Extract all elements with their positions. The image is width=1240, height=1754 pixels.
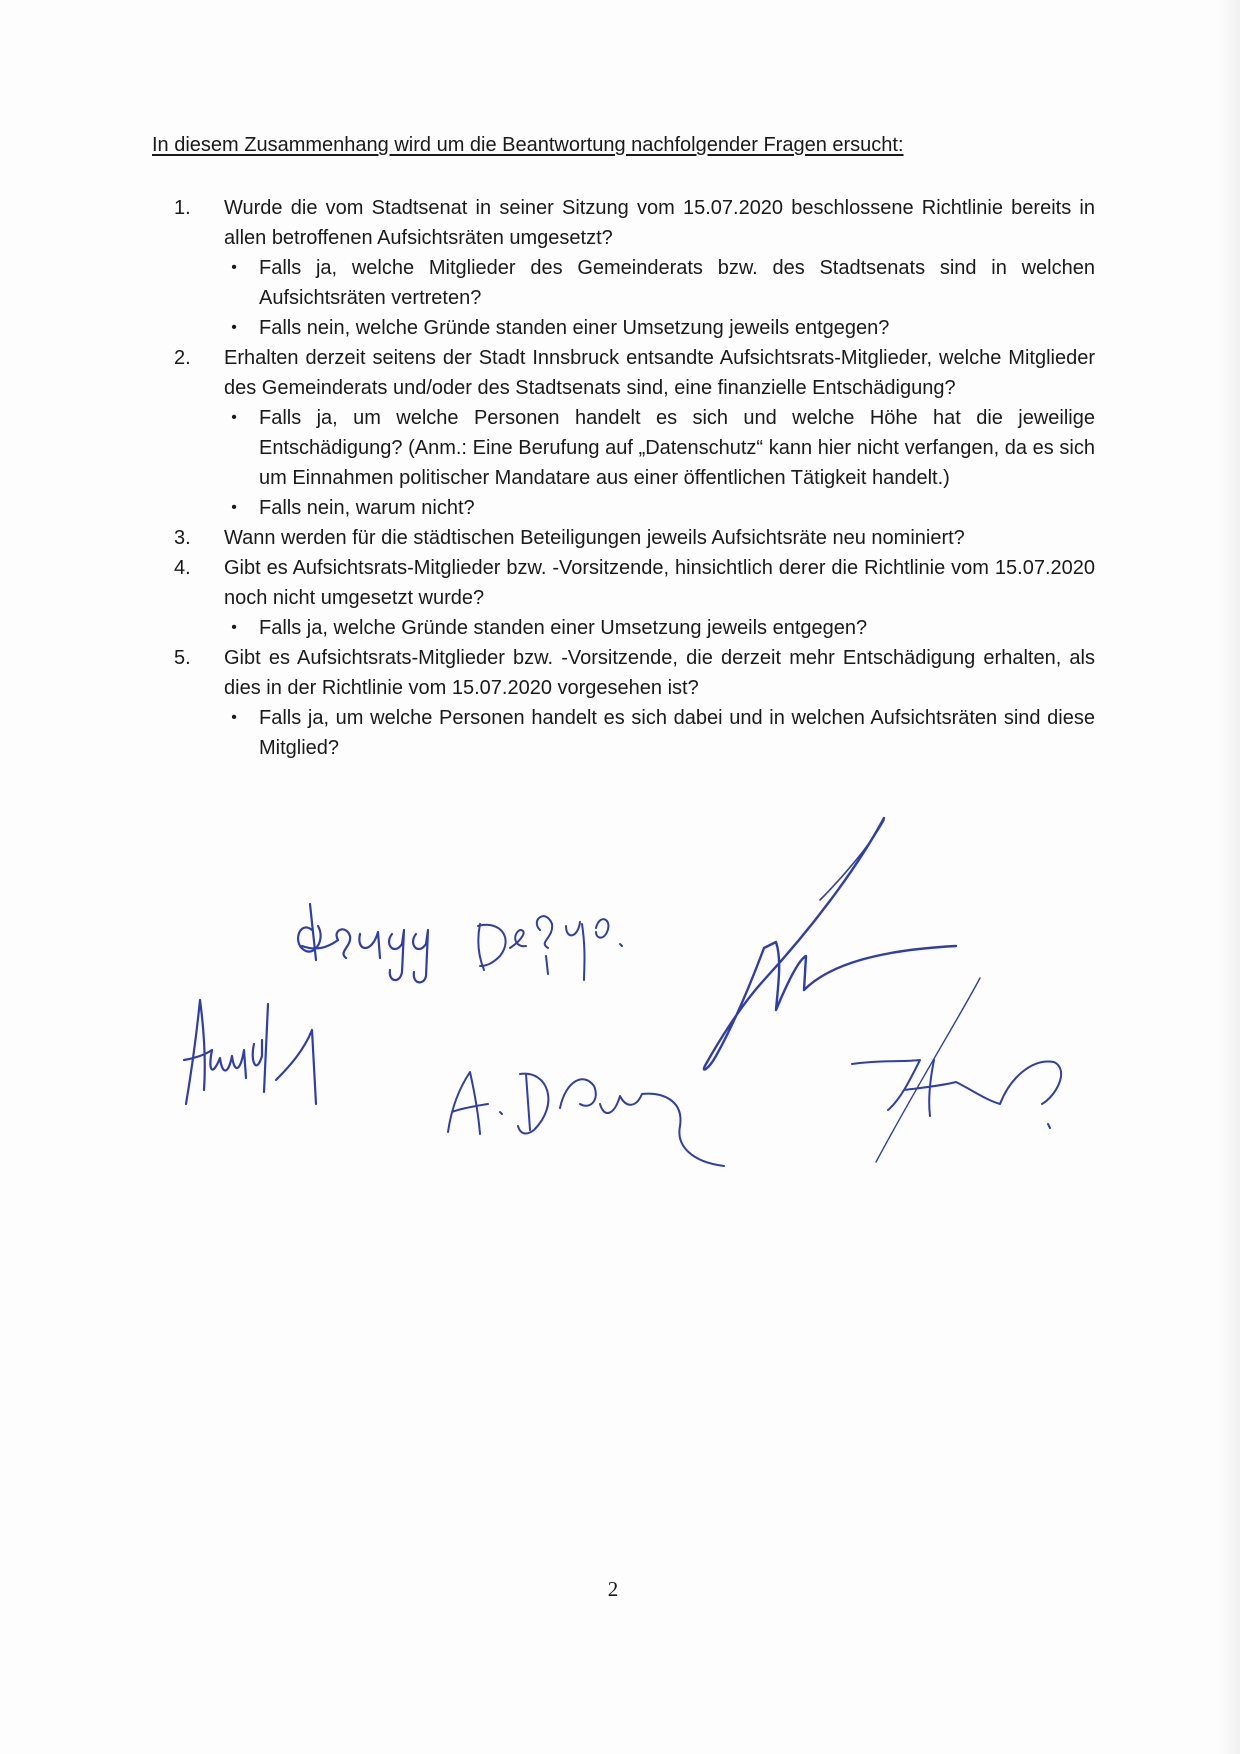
- question-item: [160, 523, 1095, 553]
- sub-question-item: [224, 703, 1095, 763]
- question-number: 2.: [174, 347, 191, 369]
- sub-question-item: [224, 313, 1095, 343]
- signature-6: [852, 1060, 1061, 1128]
- sub-question-list: [224, 703, 1095, 763]
- question-number: 4.: [174, 557, 191, 579]
- bullet-icon: •: [231, 319, 237, 336]
- sub-question-item: [224, 493, 1095, 523]
- question-item: [160, 553, 1095, 643]
- question-item: [160, 193, 1095, 343]
- signature-2: [478, 916, 622, 980]
- intro-heading: In diesem Zusammenhang wird um die Beantwortung nachfolgender Fragen ersucht:: [152, 134, 904, 156]
- question-number: 1.: [174, 197, 191, 219]
- bullet-icon: •: [231, 709, 237, 726]
- sub-question-text: Falls ja, um welche Personen handelt es sich und welche Höhe hat die jeweilige Entschädigung? (Anm.: Eine Berufung auf „Datenschutz“ kann hier nicht verfangen, da es sich um Einnahmen politischer Mandatare aus einer öffentlichen Tätigkeit handelt.): [259, 407, 1095, 489]
- sub-question-list: [224, 253, 1095, 343]
- sub-question-text: Falls ja, welche Mitglieder des Gemeinderats bzw. des Stadtsenats sind in welchen Aufsichtsräten vertreten?: [259, 257, 1095, 309]
- signature-3: [704, 818, 956, 1070]
- signature-5: [448, 1072, 724, 1166]
- question-item: [160, 643, 1095, 763]
- sub-question-item: [224, 403, 1095, 493]
- sub-question-text: Falls ja, um welche Personen handelt es sich dabei und in welchen Aufsichtsräten sind diese Mitglied?: [259, 707, 1095, 759]
- bullet-icon: •: [231, 409, 237, 426]
- signature-1: [298, 904, 428, 982]
- scan-edge-shadow: [1218, 0, 1240, 1754]
- sub-question-item: [224, 253, 1095, 313]
- question-text: Wurde die vom Stadtsenat in seiner Sitzung vom 15.07.2020 beschlossene Richtlinie bereits in allen betroffenen Aufsichtsräten umgesetzt?: [224, 197, 1095, 249]
- signature-4: [184, 1000, 316, 1104]
- page-number: 2: [607, 1577, 619, 1601]
- sub-question-list: [224, 613, 1095, 643]
- sub-question-text: Falls nein, welche Gründe standen einer Umsetzung jeweils entgegen?: [259, 317, 890, 339]
- sub-question-item: [224, 613, 1095, 643]
- bullet-icon: •: [231, 499, 237, 516]
- bullet-icon: •: [231, 619, 237, 636]
- question-number: 5.: [174, 647, 191, 669]
- sub-question-text: Falls nein, warum nicht?: [259, 497, 475, 519]
- question-text: Wann werden für die städtischen Beteiligungen jeweils Aufsichtsräte neu nominiert?: [224, 527, 965, 549]
- sub-question-text: Falls ja, welche Gründe standen einer Umsetzung jeweils entgegen?: [259, 617, 868, 639]
- question-list: [160, 193, 1095, 763]
- question-text: Gibt es Aufsichtsrats-Mitglieder bzw. -Vorsitzende, hinsichtlich derer die Richtlinie vom 15.07.2020 noch nicht umgesetzt wurde?: [224, 557, 1095, 609]
- question-text: Erhalten derzeit seitens der Stadt Innsbruck entsandte Aufsichtsrats-Mitglieder, welche Mitglieder des Gemeinderats und/oder des Stadtsenats sind, eine finanzielle Entschädigung?: [224, 347, 1095, 399]
- sub-question-list: [224, 403, 1095, 523]
- question-text: Gibt es Aufsichtsrats-Mitglieder bzw. -Vorsitzende, die derzeit mehr Entschädigung erhalten, als dies in der Richtlinie vom 15.07.2020 vorgesehen ist?: [224, 647, 1095, 699]
- bullet-icon: •: [231, 259, 237, 276]
- question-item: [160, 343, 1095, 523]
- question-number: 3.: [174, 527, 191, 549]
